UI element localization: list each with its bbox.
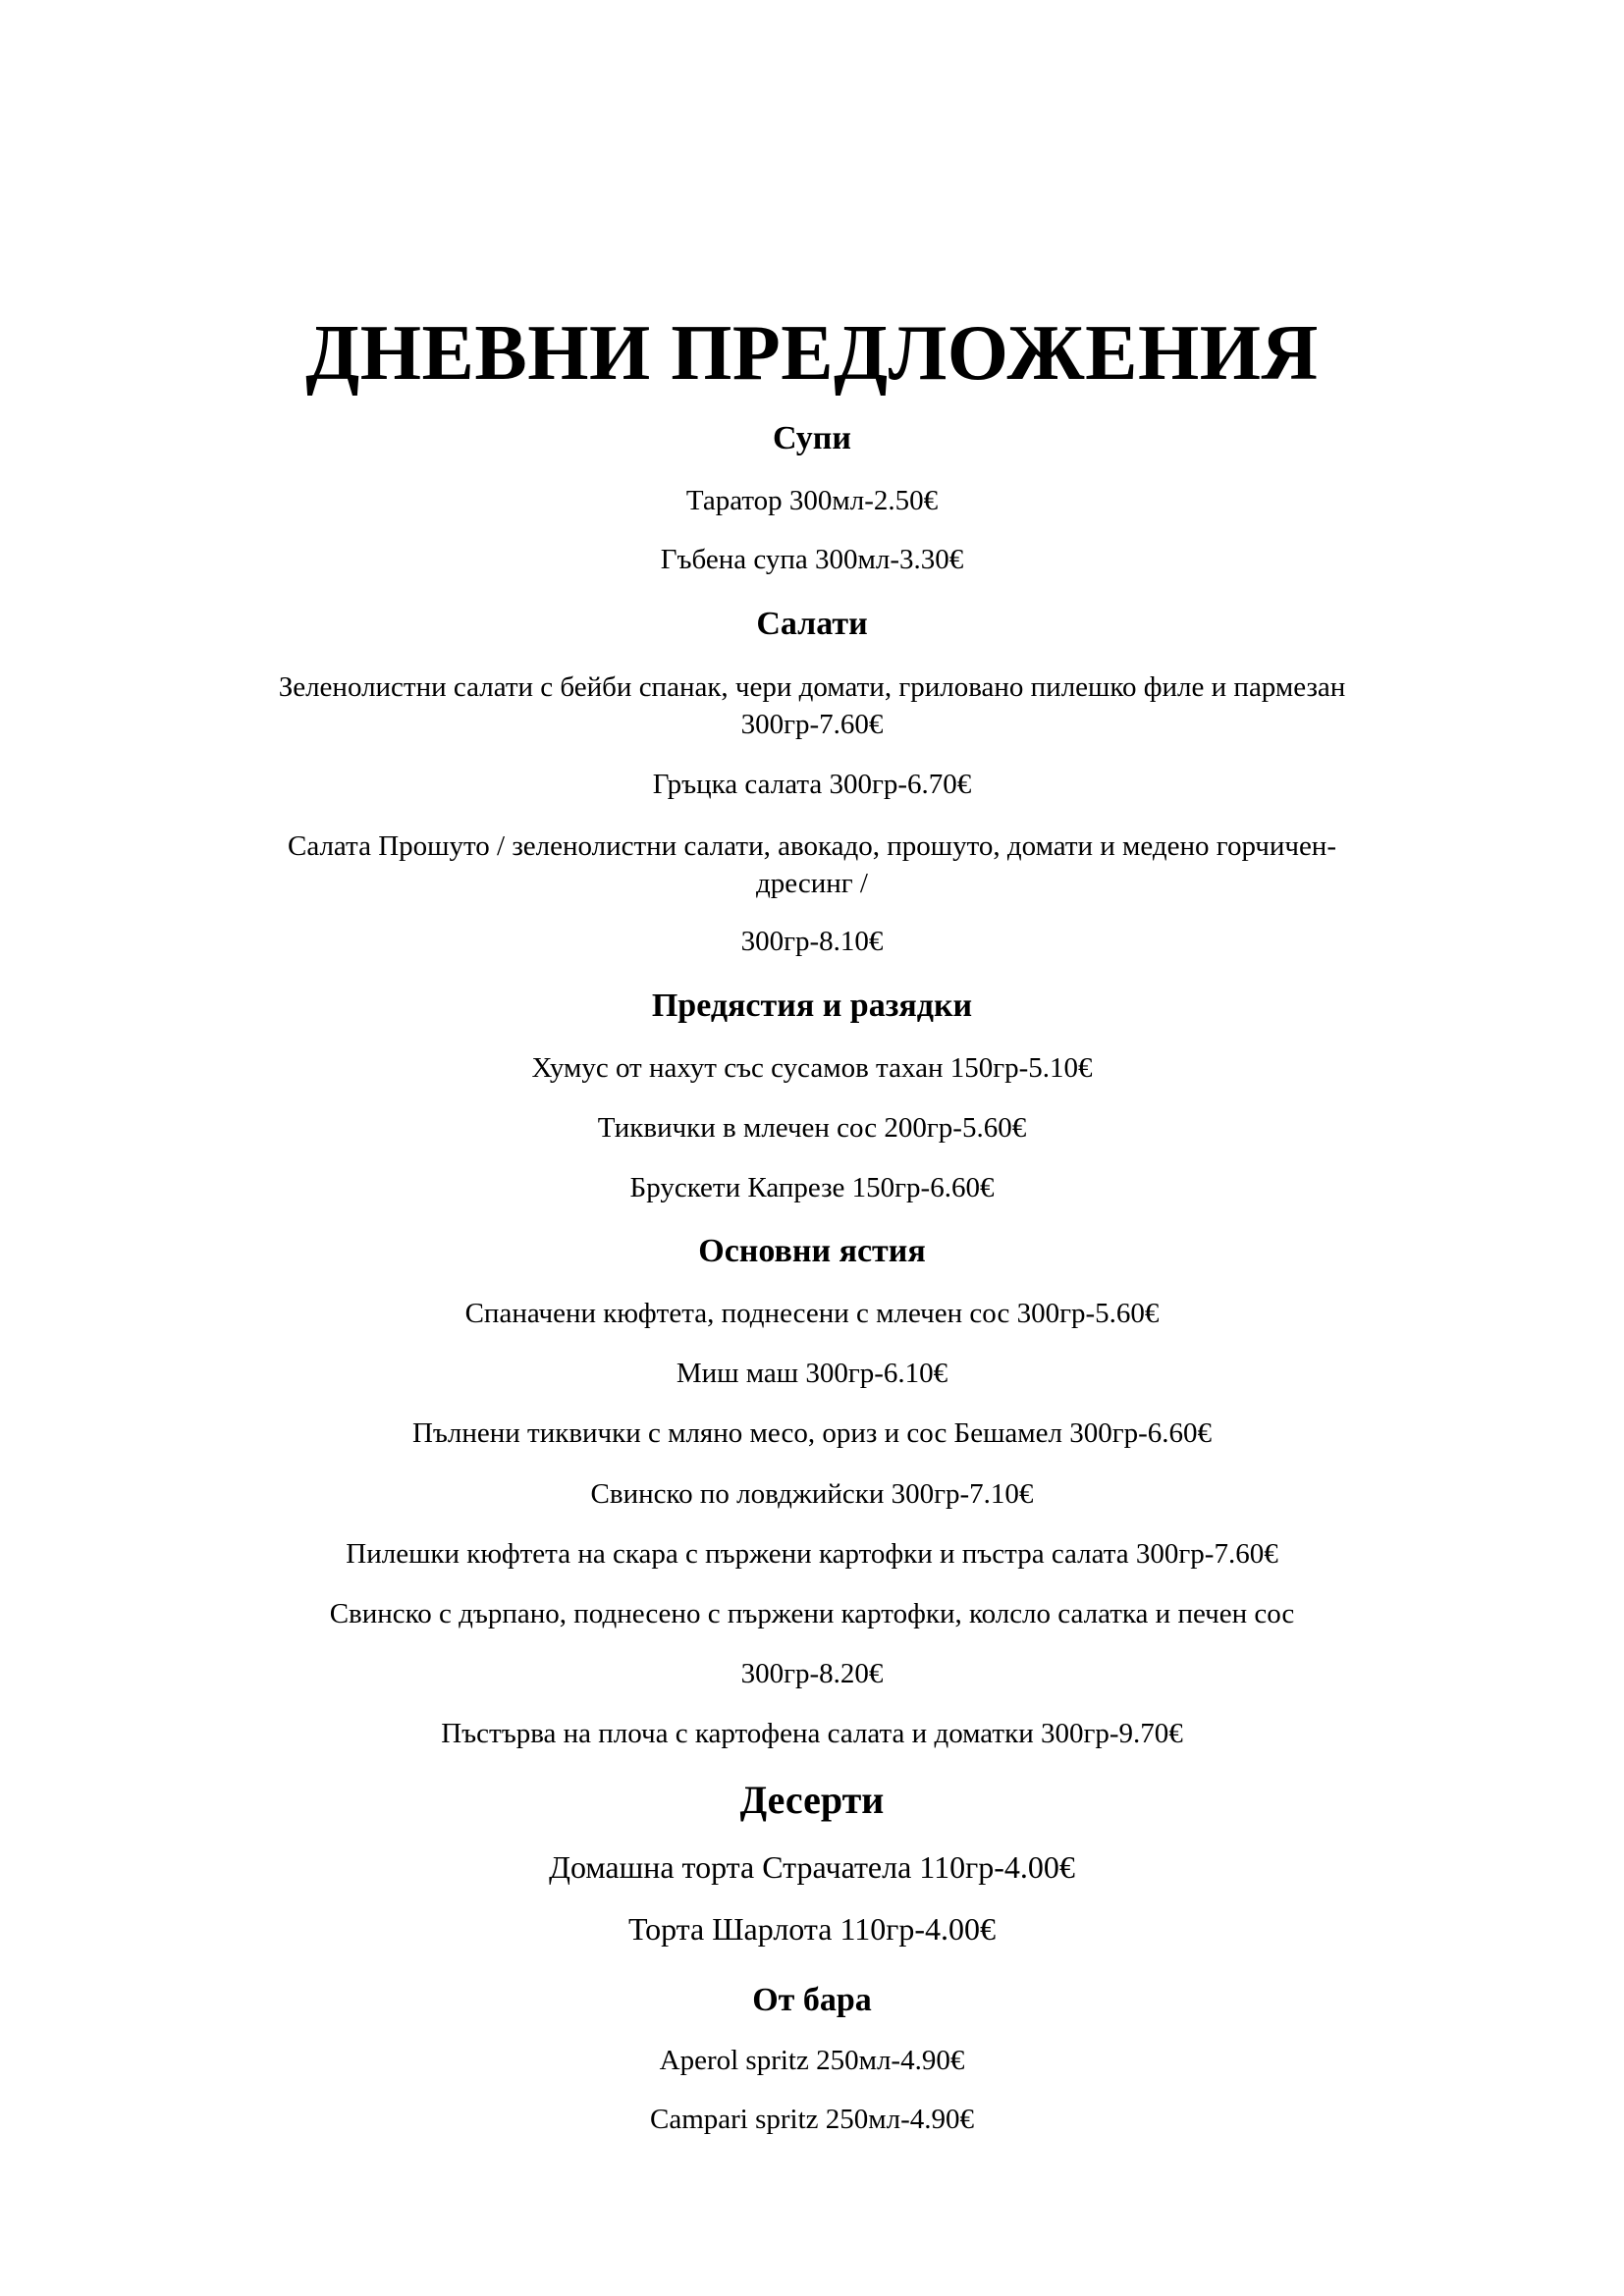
menu-item: Пълнени тиквички с мляно месо, ориз и сос Бешамел 300гр-6.60€	[411, 1417, 1213, 1449]
section-heading-main-dishes: Основни ястия	[698, 1233, 926, 1269]
menu-item: Свинско по ловджийски 300гр-7.10€	[590, 1478, 1034, 1510]
menu-item-continuation: 300гр-8.20€	[740, 1658, 884, 1689]
section-heading-appetizers: Предястия и разядки	[651, 988, 973, 1024]
menu-item: Пъстърва на плоча с картофена салата и доматки 300гр-9.70€	[441, 1718, 1183, 1749]
menu-item-continuation: 300гр-8.10€	[740, 926, 884, 957]
menu-item: Зеленолистни салати с бейби спанак, чери домати, гриловано пилешко филе и пармезан	[278, 671, 1346, 703]
menu-item: Спаначени кюфтета, поднесени с млечен сос 300гр-5.60€	[464, 1298, 1160, 1329]
menu-item-continuation: дресинг /	[756, 868, 868, 899]
menu-item: Гъбена супа 300мл-3.30€	[660, 544, 964, 575]
menu-item-continuation: 300гр-7.60€	[740, 709, 884, 740]
menu-item: Таратор 300мл-2.50€	[685, 485, 939, 516]
menu-item: Брускети Капрезе 150гр-6.60€	[629, 1172, 995, 1203]
section-heading-soups: Супи	[773, 420, 851, 456]
page-title: ДНЕВНИ ПРЕДЛОЖЕНИЯ	[305, 310, 1319, 397]
menu-item: Торта Шарлота 110гр-4.00€	[627, 1911, 997, 1947]
section-heading-bar: От бара	[752, 1982, 872, 2018]
menu-item: Салата Прошуто / зеленолистни салати, авокадо, прошуто, домати и медено горчичен-	[287, 830, 1336, 862]
menu-item: Домашна торта Страчатела 110гр-4.00€	[549, 1849, 1075, 1885]
menu-item: Campari spritz 250мл-4.90€	[649, 2104, 975, 2135]
section-heading-desserts: Десерти	[739, 1778, 885, 1822]
menu-item: Тиквички в млечен сос 200гр-5.60€	[597, 1112, 1027, 1144]
menu-item: Пилешки кюфтета на скара с пържени картофки и пъстра салата 300гр-7.60€	[346, 1538, 1278, 1570]
menu-item: Миш маш 300гр-6.10€	[676, 1358, 948, 1389]
menu-item: Aperol spritz 250мл-4.90€	[659, 2045, 965, 2076]
menu-item: Хумус от нахут със сусамов тахан 150гр-5.10€	[531, 1052, 1093, 1084]
section-heading-salads: Салати	[756, 606, 868, 642]
menu-item: Свинско с дърпано, поднесено с пържени картофки, колсло салатка и печен сос	[329, 1598, 1295, 1629]
menu-item: Гръцка салата 300гр-6.70€	[652, 769, 972, 800]
